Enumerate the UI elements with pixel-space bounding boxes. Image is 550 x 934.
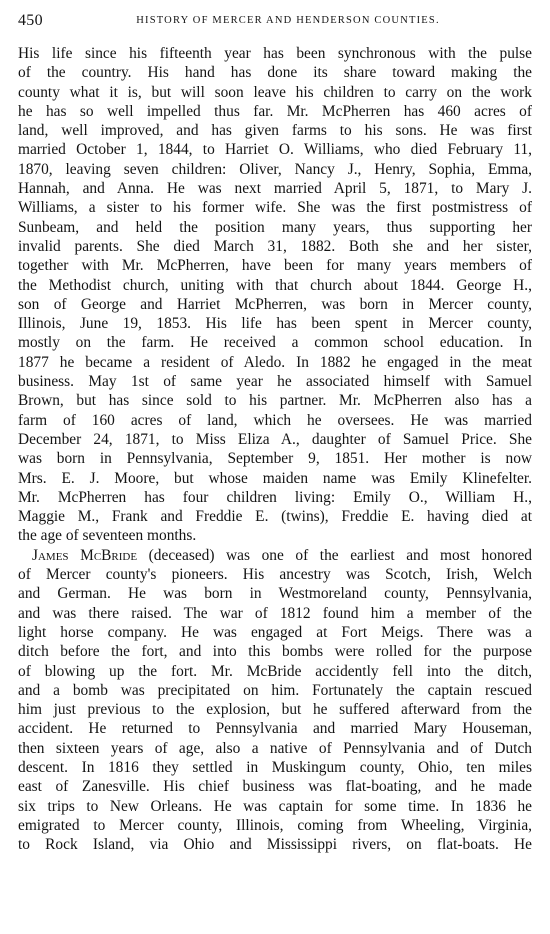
text-line: six trips to New Orleans. He was captain for some time. In 1836 he: [18, 797, 532, 815]
text-line: the age of seventeen months.: [18, 527, 197, 545]
text-line: of Mercer county's pioneers. His ancestry was Scotch, Irish, Welch: [18, 566, 532, 584]
paragraph-mcpherren: [18, 44, 532, 546]
text-line: Sunbeam, and held the position many years, thus supporting her: [18, 218, 532, 236]
text-line: light horse company. He was engaged at Fort Meigs. There was a: [18, 623, 532, 641]
text-line: and was there raised. The war of 1812 found him a member of the: [18, 604, 532, 622]
text-line: December 24, 1871, to Miss Eliza A., daughter of Samuel Price. She: [18, 430, 532, 448]
text-fragment: (deceased) was one of the earliest and most honored: [137, 546, 532, 564]
text-line: His life since his fifteenth year has been synchronous with the pulse: [18, 45, 532, 62]
text-line: Mr. McPherren has four children living: Emily O., William H.,: [18, 488, 532, 506]
text-line: Maggie M., Frank and Freddie E. (twins), Freddie E. having died at: [18, 508, 532, 526]
text-line: accident. He returned to Pennsylvania and married Mary Houseman,: [18, 720, 532, 738]
text-line: 1877 he became a resident of Aledo. In 1882 he engaged in the meat: [18, 353, 532, 371]
text-line: together with Mr. McPherren, have been for many years members of: [18, 257, 532, 275]
text-line: [18, 546, 532, 565]
text-line: the Methodist church, uniting with that church about 1844. George H.,: [18, 276, 532, 294]
text-line: land, well improved, and has given farms to his sons. He was first: [18, 122, 532, 140]
text-line: married October 1, 1844, to Harriet O. Williams, who died February 11,: [18, 141, 532, 159]
body-text: [18, 44, 532, 854]
text-line: he has so well impelled thus far. Mr. McPherren has 460 acres of: [18, 102, 532, 120]
text-line: then sixteen years of age, also a native of Pennsylvania and of Dutch: [18, 739, 532, 757]
text-line: emigrated to Mercer county, Illinois, coming from Wheeling, Virginia,: [18, 816, 532, 834]
text-line: ditch before the fort, and into this bombs were rolled for the purpose: [18, 643, 532, 661]
text-line: and a bomb was precipitated on him. Fortunately the captain rescued: [18, 681, 532, 699]
text-line: Williams, a sister to his former wife. She was the first postmistress of: [18, 199, 532, 217]
text-line: invalid parents. She died March 31, 1882. Both she and her sister,: [18, 237, 532, 255]
text-line: descent. In 1816 they settled in Muskingum county, Ohio, ten miles: [18, 758, 532, 776]
text-line: of blowing up the fort. Mr. McBride accidently fell into the ditch,: [18, 662, 532, 680]
text-line: east of Zanesville. His chief business was flat-boating, and he made: [18, 778, 532, 796]
text-line: Illinois, June 19, 1853. His life has been spent in Mercer county,: [18, 315, 532, 333]
page-number: 450: [18, 12, 43, 29]
text-line: county what it is, but will soon leave his children to carry on the work: [18, 83, 532, 101]
text-line: Brown, but has since sold to his partner. Mr. McPherren also has a: [18, 392, 532, 410]
text-line: 1870, leaving seven children: Oliver, Nancy J., Henry, Sophia, Emma,: [18, 160, 532, 178]
biography-name: James McBride: [32, 546, 138, 564]
running-head: HISTORY OF MERCER AND HENDERSON COUNTIES.: [136, 15, 440, 26]
paragraph-mcbride: [18, 546, 532, 855]
text-line: mostly on the farm. He received a common school education. In: [18, 334, 532, 352]
text-line: to Rock Island, via Ohio and Mississippi rivers, on flat-boats. He: [18, 836, 532, 854]
text-line: farm of 160 acres of land, which he oversees. He was married: [18, 411, 532, 429]
text-line: son of George and Harriet McPherren, was born in Mercer county,: [18, 295, 532, 313]
text-line: Mrs. E. J. Moore, but whose maiden name was Emily Klinefelter.: [18, 469, 532, 487]
text-line: was born in Pennsylvania, September 9, 1851. Her mother is now: [18, 450, 532, 468]
page-header: [18, 12, 536, 32]
text-line: business. May 1st of same year he associated himself with Samuel: [18, 373, 532, 391]
text-line: of the country. His hand has done its share toward making the: [18, 64, 532, 82]
text-line: and German. He was born in Westmoreland county, Pennsylvania,: [18, 585, 532, 603]
text-line: Hannah, and Anna. He was next married April 5, 1871, to Mary J.: [18, 180, 532, 198]
text-line: him just previous to the explosion, but he suffered afterward from the: [18, 701, 532, 719]
